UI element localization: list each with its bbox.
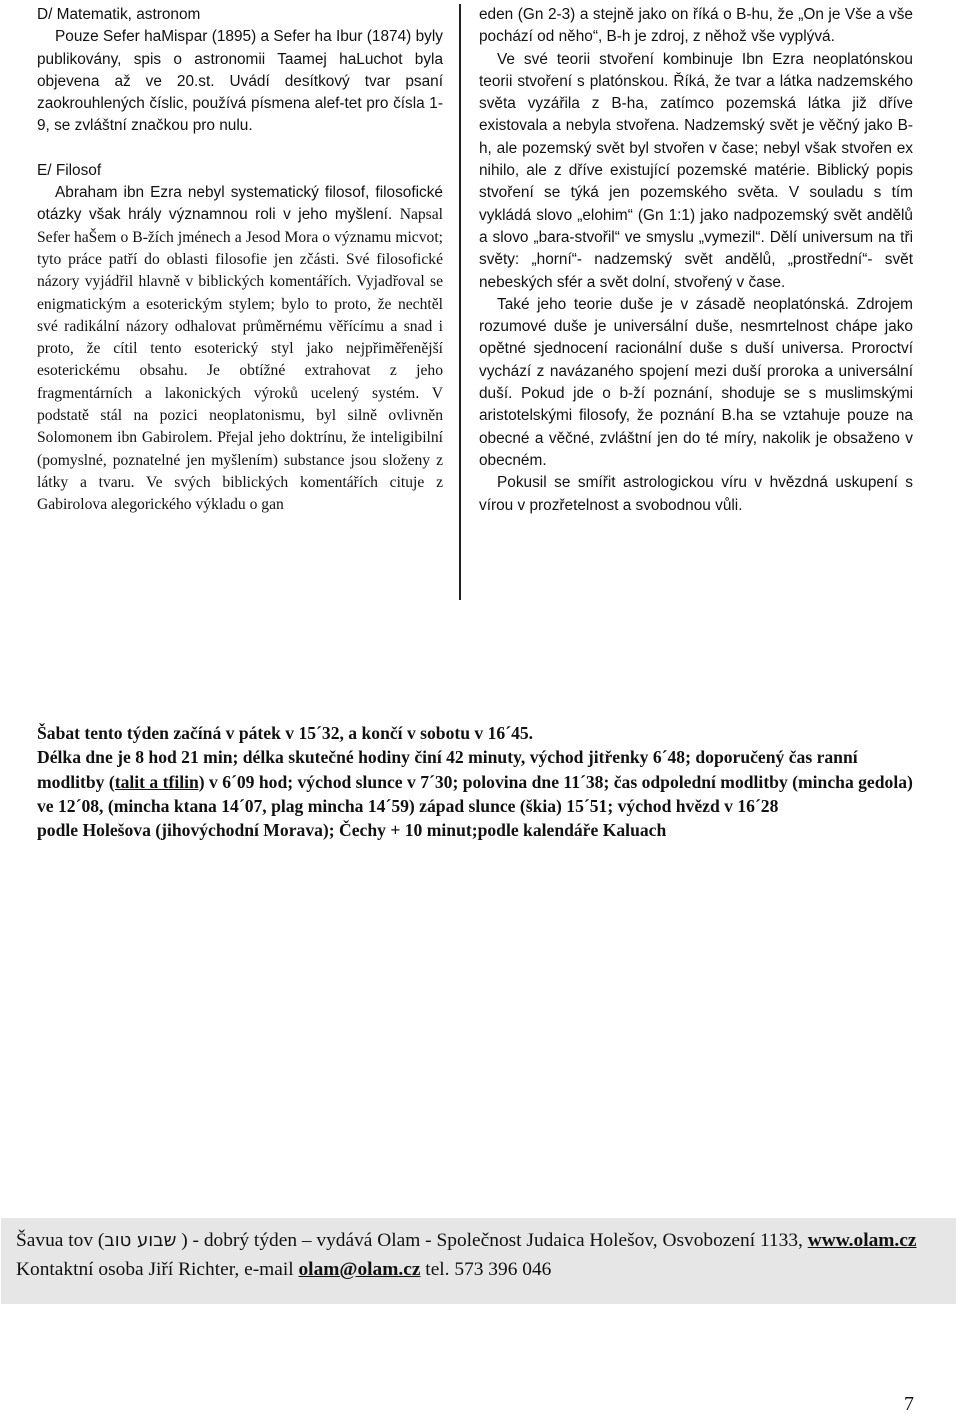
day-length-part-1: Délka dne je 8 hod 21 min; délka skutečné hodiny činí 42 minuty, východ jitřenky 6´48; doporučený čas ranní modlitby (37, 747, 858, 792)
section-d-text: Pouze Sefer haMispar (1895) a Sefer ha Ibur (1874) byly publikovány, spis o astronomii Taamej haLuchot byla objevena až ve 20.st. Uvádí desítkový tvar psaní zaokrouhlených číslic, používá písmena alef-tet pro čísla 1-9, se zvláštní značkou pro nulu. (37, 28, 443, 135)
talit-tfilin-underlined: (talit a tfilin) (108, 771, 205, 792)
section-e-text (37, 182, 443, 516)
location-note: podle Holešova (jihovýchodní Morava); Čechy + 10 minut;podle kalendáře Kaluach (37, 820, 667, 841)
email-link[interactable]: olam@olam.cz (298, 1259, 421, 1280)
footer-text (16, 1226, 946, 1284)
right-para-1: eden (Gn 2-3) a stejně jako on říká o B-hu, že „On je Vše a vše pochází od něho“, B-h je zdroj, z něhož vše vyplývá. (479, 6, 913, 46)
shabbat-times-block (37, 721, 917, 842)
page-number: 7 (904, 1393, 914, 1415)
footer-part-2: ) - dobrý týden – vydává Olam - Společnost Judaica Holešov, Osvobození 1133, (181, 1230, 808, 1251)
left-column (37, 4, 443, 517)
section-d-heading: D/ Matematik, astronom (37, 6, 201, 23)
right-column (479, 4, 913, 517)
day-length-text (37, 745, 917, 818)
footer-part-3: Kontaktní osoba Jiří Richter, e-mail (16, 1259, 299, 1280)
right-para-2: Ve své teorii stvoření kombinuje Ibn Ezra neoplatónskou teorii stvoření s platónskou. Říká, že tvar a látka nadzemského světa vyzářila z B-ha, zatímco pozemská látka již dříve existovala a nebyla stvořena. Nadzemský svět je věčný jako B-h, ale pozemský svět byl stvořen v čase; nebyl však stvořen ex nihilo, ale z dříve existující pozemské matérie. Biblický popis stvoření se týká jen pozemského světa. V souladu s tím vykládá slovo „elohim“ (Gn 1:1) jako nadpozemský svět andělů a slovo „bara-stvořil“ ve smyslu „vymezil“. Dělí universum na tři světy: „horní“- nadzemský svět andělů, „prostřední“- svět nebeských sfér a svět dolní, stvořený v čase. (479, 50, 913, 291)
footer-part-4: tel. 573 396 046 (420, 1259, 552, 1280)
footer-part-1: Šavua tov ( (16, 1230, 105, 1251)
right-para-3: Také jeho teorie duše je v zásadě neoplatónská. Zdrojem rozumové duše je universální duše, nesmrtelnost chápe jako opětné sjednocení racionální duše s duší universa. Proroctví vychází z navázaného spojení mezi duší proroka a universální duší. Pokud jde o b-ží poznání, shoduje se s muslimskými aristotelskými filosofy, že poznání B.ha se vztahuje pouze na obecné a věčné, zvláštní jen do té míry, nakolik je obsaženo v obecném. (479, 295, 913, 469)
column-divider (459, 4, 461, 600)
section-e-text-intro: Abraham ibn Ezra nebyl systematický filosof, filosofické otázky však hrály významnou roli v jeho myšlení. (37, 184, 443, 224)
section-e-heading: E/ Filosof (37, 161, 102, 179)
website-link[interactable]: www.olam.cz (807, 1230, 917, 1251)
section-e-text-body: Napsal Sefer haŠem o B-žích jménech a Jesod Mora o významu micvot; tyto práce patří do oblasti filosofie jen zčásti. Své filosofické názory vyjádřil hlavně v biblických komentářích. Vyjadřoval se enigmatickým a esoterickým stylem; bylo to proto, že nechtěl své radikální názory odhalovat průměrnému věřícímu a snad i proto, že cítil tento esoterický styl jako nejpřiměřenější esoterickému obsahu. Je obtížné extrahovat z jeho fragmentárních a lakonických výroků ucelený systém. V podstatě stál na pozici neoplatonismu, byl silně ovlivněn Solomonem ibn Gabirolem. Přejal jeho doktrínu, že inteligibilní (pomyslné, poznatelné jen myšlením) substance jsou složeny z látky a tvaru. Ve svých biblických komentářích cituje z Gabirolova alegorického výkladu o gan (37, 206, 443, 514)
right-para-4: Pokusil se smířit astrologickou víru v hvězdná uskupení s vírou v prozřetelnost a svobodnou vůli. (479, 474, 913, 514)
hebrew-shavua-tov: שבוע טוב (104, 1230, 177, 1251)
shabbat-line: Šabat tento týden začíná v pátek v 15´32, a končí v sobotu v 16´45. (37, 723, 534, 743)
day-length-part-2: v 6´09 hod; východ slunce v 7´30; polovina dne 11´38; čas odpolední modlitby (mincha gedola) ve 12´08, (mincha ktana 14´07, plag mincha 14´59) západ slunce (škia) 15´51; východ hvězd v 16´28 (37, 771, 913, 816)
